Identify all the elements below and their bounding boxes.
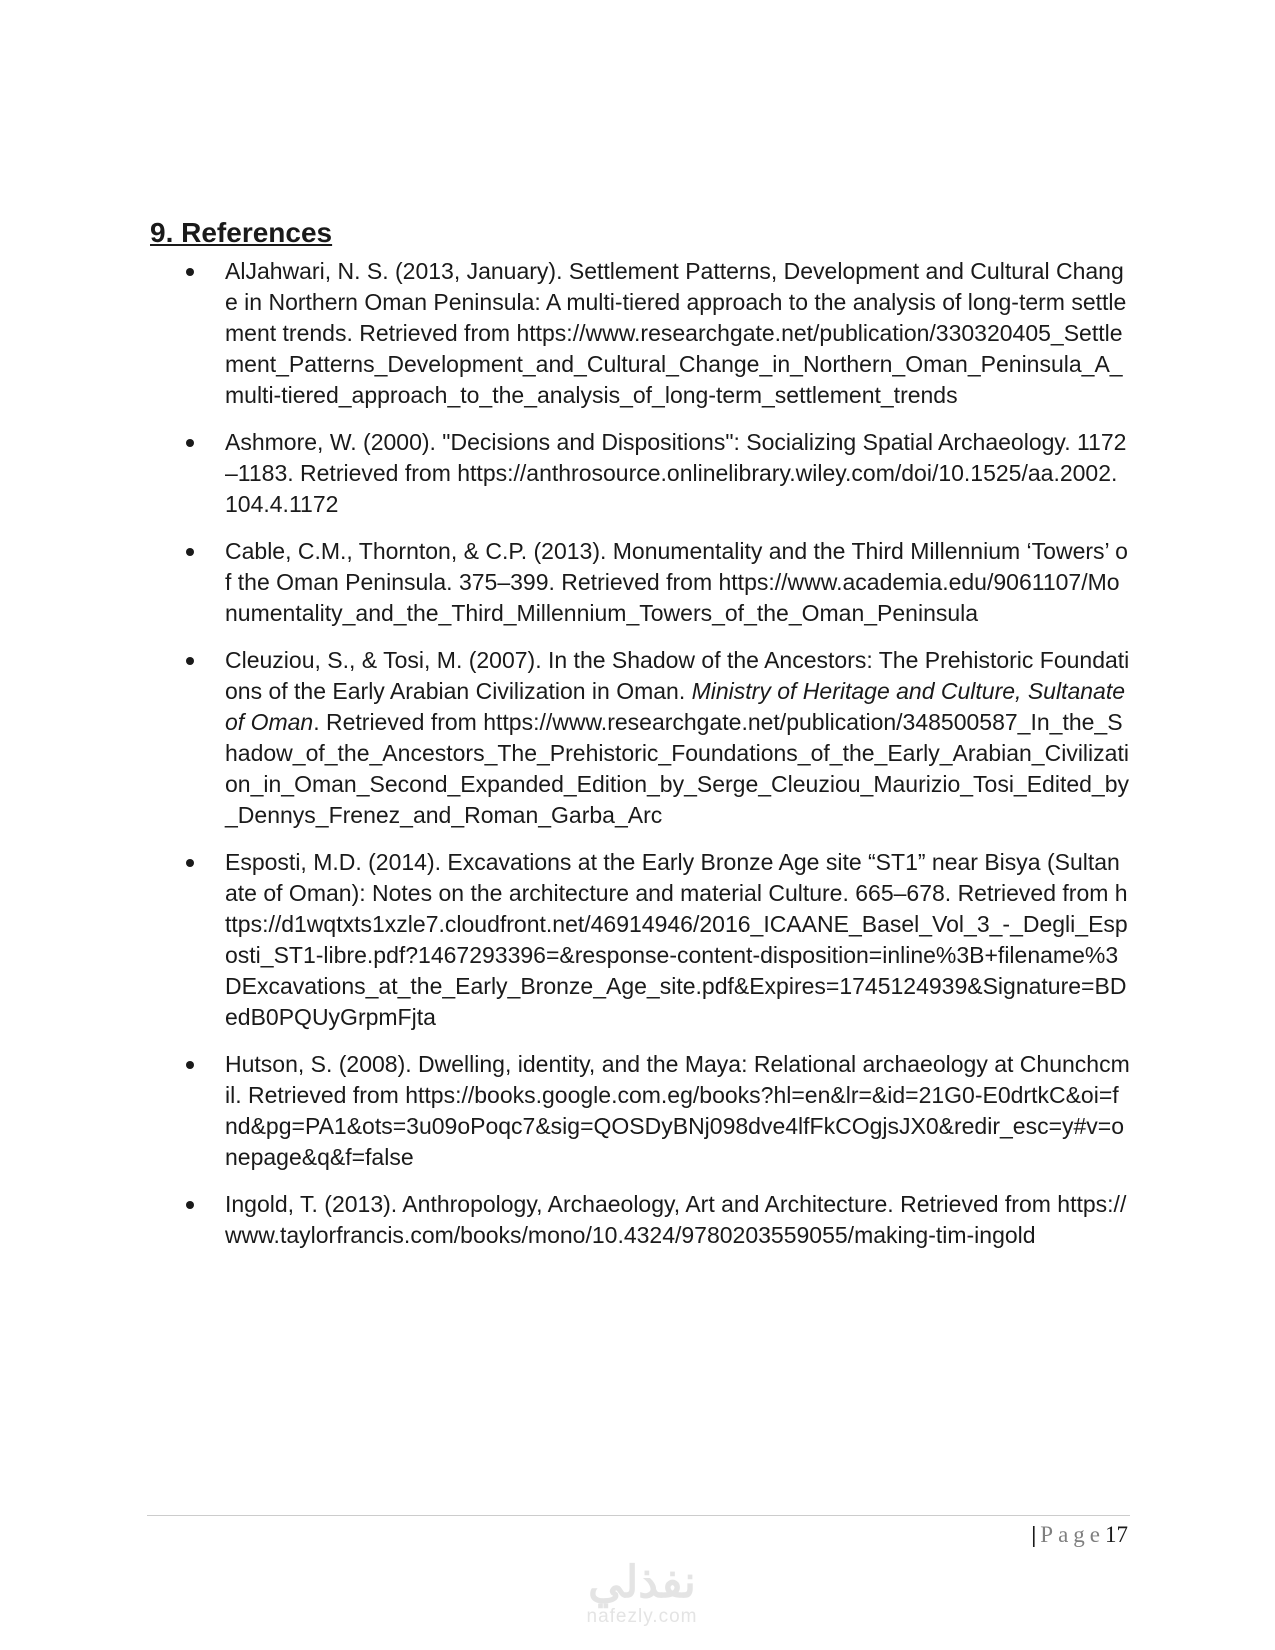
reference-text-after: . Retrieved from https://www.researchgate.net/publication/348500587_In_the_Shadow_of_the_Ancestors_The_Prehistoric_Foundations_of_the_Early_Arabian_Civilization_in_Oman_Second_Expanded_Edition_by_Serge_Cleuziou_Maurizio_Tosi_Edited_by_Dennys_Frenez_and_Roman_Garba_Arc [225, 709, 1130, 828]
bullet-icon [186, 1061, 194, 1069]
bullet-icon [186, 548, 194, 556]
reference-text: Cable, C.M., Thornton, & C.P. (2013). Monumentality and the Third Millennium ‘Towers’ of the Oman Peninsula. 375–399. Retrieved from https://www.academia.edu/9061107/Monumentality_and_the_Third_Millennium_Towers_of_the_Oman_Peninsula [225, 538, 1128, 626]
footer-divider [147, 1515, 1130, 1516]
bullet-icon [186, 859, 194, 867]
reference-text: Ingold, T. (2013). Anthropology, Archaeology, Art and Architecture. Retrieved from https://www.taylorfrancis.com/books/mono/10.4324/9780203559055/making-tim-ingold [225, 1191, 1127, 1248]
watermark-arabic: نفذلي [588, 1558, 696, 1607]
reference-text: Hutson, S. (2008). Dwelling, identity, and the Maya: Relational archaeology at Chunchcmil. Retrieved from https://books.google.com.eg/books?hl=en&lr=&id=21G0-E0drtkC&oi=fnd&pg=PA1&ots=3u09oPoqc7&sig=QOSDyBNj098dve4lfFkCOgjsJX0&redir_esc=y#v=onepage&q&f=false [225, 1051, 1130, 1170]
page-number [1031, 1520, 1128, 1550]
bullet-icon [186, 657, 194, 665]
bullet-icon [186, 1201, 194, 1209]
reference-text-before: Cleuziou, S., & Tosi, M. (2007). In the Shadow of the Ancestors: The Prehistoric Foundations of the Early Arabian Civilization in Oman. [225, 647, 1130, 704]
reference-item [150, 427, 1130, 520]
section-heading: 9. References [150, 217, 333, 248]
reference-publisher-italic: Ministry of Heritage and Culture, Sultanate of Oman [225, 678, 1126, 735]
reference-text: Ashmore, W. (2000). "Decisions and Dispositions": Socializing Spatial Archaeology. 1172–1183. Retrieved from https://anthrosource.onlinelibrary.wiley.com/doi/10.1525/aa.2002.104.4.1172 [225, 429, 1127, 517]
page-label: Page [1040, 1522, 1105, 1547]
reference-text: Esposti, M.D. (2014). Excavations at the Early Bronze Age site “ST1” near Bisya (Sultanate of Oman): Notes on the architecture and material Culture. 665–678. Retrieved from https://d1wqtxts1xzle7.cloudfront.net/46914946/2016_ICAANE_Basel_Vol_3_-_Degli_Esposti_ST1-libre.pdf?1467293396=&response-content-disposition=inline%3B+filename%3DExcavations_at_the_Early_Bronze_Age_site.pdf&Expires=1745124939&Signature=BDedB0PQUyGrpmFjta [225, 849, 1128, 1030]
page-number-value: 17 [1105, 1522, 1128, 1547]
reference-item [150, 847, 1130, 1033]
reference-item [150, 1049, 1130, 1173]
watermark-logo [557, 1560, 727, 1628]
reference-text: AlJahwari, N. S. (2013, January). Settlement Patterns, Development and Cultural Change in Northern Oman Peninsula: A multi-tiered approach to the analysis of long-term settlement trends. Retrieved from https://www.researchgate.net/publication/330320405_Settlement_Patterns_Development_and_Cultural_Change_in_Northern_Oman_Peninsula_A_multi-tiered_approach_to_the_analysis_of_long-term_settlement_trends [225, 258, 1127, 408]
watermark-latin: nafezly.com [586, 1606, 698, 1627]
bullet-icon [186, 268, 194, 276]
bullet-icon [186, 439, 194, 447]
reference-list [150, 256, 1130, 1267]
page-number-separator: | [1031, 1522, 1037, 1547]
reference-item [150, 256, 1130, 411]
reference-item [150, 536, 1130, 629]
reference-item [150, 645, 1130, 831]
reference-item [150, 1189, 1130, 1251]
